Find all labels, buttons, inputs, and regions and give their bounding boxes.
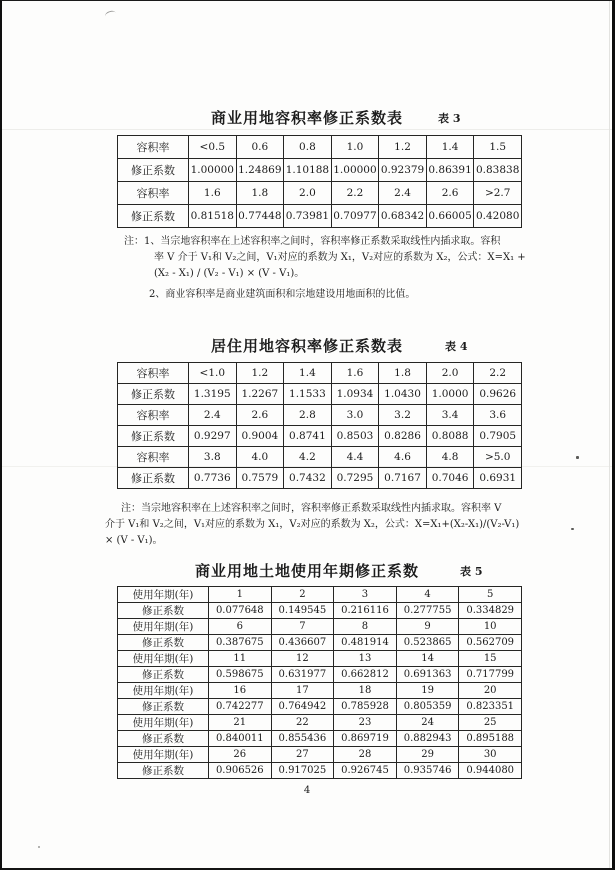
value-cell: 0.785928	[334, 699, 397, 715]
value-cell: 0.92379	[379, 159, 427, 182]
value-cell: 0.7295	[331, 468, 379, 489]
row-header-cell: 修正系数	[118, 699, 209, 715]
table-row	[118, 715, 522, 731]
value-cell: 22	[271, 715, 334, 731]
value-cell: 19	[396, 683, 459, 699]
value-cell: 25	[459, 715, 522, 731]
value-cell: 12	[271, 651, 334, 667]
row-header-cell: 修正系数	[118, 426, 189, 447]
table-row	[118, 635, 522, 651]
value-cell: 3	[334, 587, 397, 603]
value-cell: 21	[209, 715, 272, 731]
scan-speck	[576, 456, 579, 459]
table-row	[118, 603, 522, 619]
value-cell: 0.73981	[284, 205, 332, 228]
value-cell: 1.00000	[189, 159, 237, 182]
value-cell: 0.83838	[474, 159, 522, 182]
value-cell: <0.5	[189, 136, 237, 159]
value-cell: 2.6	[426, 182, 474, 205]
table3-title: 商业用地容积率修正系数表	[210, 109, 403, 127]
value-cell: 6	[209, 619, 272, 635]
value-cell: 0.9626	[474, 384, 522, 405]
value-cell: 2.2	[331, 182, 379, 205]
row-header-cell: 修正系数	[118, 667, 209, 683]
value-cell: 0.8	[284, 136, 332, 159]
value-cell: 0.562709	[459, 635, 522, 651]
value-cell: 1.0	[331, 136, 379, 159]
row-header-cell: 使用年期(年)	[118, 587, 209, 603]
value-cell: 28	[334, 747, 397, 763]
value-cell: 5	[459, 587, 522, 603]
value-cell: 3.2	[379, 405, 427, 426]
value-cell: 0.42080	[474, 205, 522, 228]
value-cell: 15	[459, 651, 522, 667]
value-cell: 3.6	[474, 405, 522, 426]
table-row	[118, 763, 522, 779]
value-cell: 1	[209, 587, 272, 603]
scan-edge-line	[609, 1, 610, 868]
value-cell: 0.7736	[189, 468, 237, 489]
value-cell: 1.4	[284, 363, 332, 384]
value-cell: 0.481914	[334, 635, 397, 651]
value-cell: 2.8	[284, 405, 332, 426]
value-cell: 0.935746	[396, 763, 459, 779]
table-row	[118, 384, 522, 405]
value-cell: 0.917025	[271, 763, 334, 779]
value-cell: 0.77448	[236, 205, 284, 228]
value-cell: 2.4	[379, 182, 427, 205]
value-cell: 3.0	[331, 405, 379, 426]
value-cell: >2.7	[474, 182, 522, 205]
value-cell: 1.3195	[189, 384, 237, 405]
value-cell: 4.6	[379, 447, 427, 468]
pen-mark	[104, 9, 117, 19]
value-cell: 30	[459, 747, 522, 763]
table4-notes	[105, 501, 545, 549]
value-cell: 0.7046	[426, 468, 474, 489]
value-cell: 10	[459, 619, 522, 635]
table-row	[118, 363, 522, 384]
value-cell: 1.5	[474, 136, 522, 159]
value-cell: 1.00000	[331, 159, 379, 182]
table-row	[118, 587, 522, 603]
note-line: 2、商业容积率是商业建筑面积和宗地建设用地面积的比值。	[149, 289, 416, 300]
value-cell: 0.8741	[284, 426, 332, 447]
note-line: 率 V 介于 V₁和 V₂之间，V₁对应的系数为 X₁，V₂对应的系数为 X₂，公式：X=X₁ +	[154, 252, 526, 263]
value-cell: 0.906526	[209, 763, 272, 779]
value-cell: 4.0	[236, 447, 284, 468]
value-cell: 0.9004	[236, 426, 284, 447]
value-cell: 0.7579	[236, 468, 284, 489]
value-cell: 1.0934	[331, 384, 379, 405]
table-row	[118, 731, 522, 747]
value-cell: 0.764942	[271, 699, 334, 715]
table-row	[118, 699, 522, 715]
value-cell: 3.4	[426, 405, 474, 426]
row-header-cell: 容积率	[118, 182, 189, 205]
value-cell: 26	[209, 747, 272, 763]
value-cell: 0.8286	[379, 426, 427, 447]
table4-title: 居住用地容积率修正系数表	[210, 337, 403, 355]
row-header-cell: 修正系数	[118, 635, 209, 651]
value-cell: 0.9297	[189, 426, 237, 447]
value-cell: 0.869719	[334, 731, 397, 747]
value-cell: 2.6	[236, 405, 284, 426]
value-cell: 0.523865	[396, 635, 459, 651]
note-line: 注：当宗地容积率在上述容积率之间时，容积率修正系数采取线性内插求取。容积率 V	[121, 503, 502, 514]
value-cell: 18	[334, 683, 397, 699]
value-cell: 13	[334, 651, 397, 667]
value-cell: 4.4	[331, 447, 379, 468]
row-header-cell: 容积率	[118, 136, 189, 159]
value-cell: 3.8	[189, 447, 237, 468]
value-cell: 0.8088	[426, 426, 474, 447]
value-cell: 0.149545	[271, 603, 334, 619]
value-cell: 20	[459, 683, 522, 699]
table5-title: 商业用地土地使用年期修正系数	[194, 562, 419, 580]
table3-notes	[117, 234, 537, 303]
value-cell: <1.0	[189, 363, 237, 384]
table-row	[118, 619, 522, 635]
table-row	[118, 426, 522, 447]
value-cell: 29	[396, 747, 459, 763]
residential-plot-ratio-table	[117, 362, 522, 489]
row-header-cell: 使用年期(年)	[118, 715, 209, 731]
value-cell: 1.0430	[379, 384, 427, 405]
row-header-cell: 修正系数	[118, 159, 189, 182]
value-cell: 0.717799	[459, 667, 522, 683]
value-cell: 24	[396, 715, 459, 731]
value-cell: 4.2	[284, 447, 332, 468]
value-cell: 1.24869	[236, 159, 284, 182]
value-cell: 0.742277	[209, 699, 272, 715]
row-header-cell: 修正系数	[118, 205, 189, 228]
value-cell: 0.926745	[334, 763, 397, 779]
value-cell: 0.216116	[334, 603, 397, 619]
value-cell: 4	[396, 587, 459, 603]
value-cell: 0.598675	[209, 667, 272, 683]
value-cell: 0.882943	[396, 731, 459, 747]
table-row	[118, 405, 522, 426]
value-cell: 2.0	[426, 363, 474, 384]
value-cell: 0.81518	[189, 205, 237, 228]
page-number: 4	[303, 785, 311, 796]
commercial-use-term-table	[117, 586, 522, 779]
value-cell: 2	[271, 587, 334, 603]
value-cell: 1.10188	[284, 159, 332, 182]
value-cell: 0.66005	[426, 205, 474, 228]
table-row	[118, 651, 522, 667]
value-cell: 1.0000	[426, 384, 474, 405]
value-cell: 1.4	[426, 136, 474, 159]
row-header-cell: 修正系数	[118, 763, 209, 779]
value-cell: 0.7905	[474, 426, 522, 447]
row-header-cell: 使用年期(年)	[118, 619, 209, 635]
table-row	[118, 667, 522, 683]
row-header-cell: 修正系数	[118, 731, 209, 747]
value-cell: 1.6	[189, 182, 237, 205]
table5-tag: 表 5	[460, 565, 483, 578]
value-cell: 0.631977	[271, 667, 334, 683]
table-row	[118, 747, 522, 763]
value-cell: 1.2267	[236, 384, 284, 405]
value-cell: 0.436607	[271, 635, 334, 651]
value-cell: 0.334829	[459, 603, 522, 619]
row-header-cell: 容积率	[118, 447, 189, 468]
table-row	[118, 683, 522, 699]
row-header-cell: 容积率	[118, 405, 189, 426]
commercial-plot-ratio-table	[117, 135, 522, 228]
row-header-cell: 使用年期(年)	[118, 651, 209, 667]
value-cell: 0.823351	[459, 699, 522, 715]
table-row	[118, 468, 522, 489]
value-cell: 0.855436	[271, 731, 334, 747]
table-row	[118, 136, 522, 159]
value-cell: 14	[396, 651, 459, 667]
value-cell: 1.8	[379, 363, 427, 384]
value-cell: 1.8	[236, 182, 284, 205]
row-header-cell: 修正系数	[118, 603, 209, 619]
scan-speck	[571, 528, 574, 530]
value-cell: 0.7167	[379, 468, 427, 489]
value-cell: 1.2	[236, 363, 284, 384]
value-cell: 0.662812	[334, 667, 397, 683]
value-cell: 0.6	[236, 136, 284, 159]
value-cell: 8	[334, 619, 397, 635]
row-header-cell: 使用年期(年)	[118, 683, 209, 699]
value-cell: 17	[271, 683, 334, 699]
value-cell: 1.6	[331, 363, 379, 384]
value-cell: 0.8503	[331, 426, 379, 447]
value-cell: 2.4	[189, 405, 237, 426]
note-line: 介于 V₁和 V₂之间，V₁对应的系数为 X₁，V₂对应的系数为 X₂，公式：X=X₁+(X₂-X₁)/(V₂-V₁)	[105, 519, 520, 530]
value-cell: 0.944080	[459, 763, 522, 779]
scan-speck	[38, 846, 40, 848]
row-header-cell: 修正系数	[118, 384, 189, 405]
table4-tag: 表 4	[445, 340, 468, 353]
value-cell: 1.1533	[284, 384, 332, 405]
table-row	[118, 182, 522, 205]
value-cell: 16	[209, 683, 272, 699]
value-cell: 7	[271, 619, 334, 635]
row-header-cell: 使用年期(年)	[118, 747, 209, 763]
table-row	[118, 447, 522, 468]
value-cell: 1.2	[379, 136, 427, 159]
value-cell: 0.68342	[379, 205, 427, 228]
note-line: (X₂ - X₁) / (V₂ - V₁) × (V - V₁)。	[154, 268, 305, 279]
value-cell: 0.805359	[396, 699, 459, 715]
value-cell: 0.86391	[426, 159, 474, 182]
value-cell: 0.387675	[209, 635, 272, 651]
value-cell: 23	[334, 715, 397, 731]
value-cell: >5.0	[474, 447, 522, 468]
table-row	[118, 205, 522, 228]
table3-tag: 表 3	[438, 112, 461, 125]
table-row	[118, 159, 522, 182]
value-cell: 27	[271, 747, 334, 763]
value-cell: 2.0	[284, 182, 332, 205]
value-cell: 9	[396, 619, 459, 635]
note-line: 注：1、当宗地容积率在上述容积率之间时，容积率修正系数采取线性内插求取。容积	[124, 236, 501, 247]
value-cell: 11	[209, 651, 272, 667]
value-cell: 0.7432	[284, 468, 332, 489]
value-cell: 0.277755	[396, 603, 459, 619]
value-cell: 0.6931	[474, 468, 522, 489]
value-cell: 0.077648	[209, 603, 272, 619]
scan-fold-line	[2, 129, 612, 130]
value-cell: 0.691363	[396, 667, 459, 683]
row-header-cell: 容积率	[118, 363, 189, 384]
value-cell: 0.895188	[459, 731, 522, 747]
value-cell: 0.840011	[209, 731, 272, 747]
row-header-cell: 修正系数	[118, 468, 189, 489]
value-cell: 0.70977	[331, 205, 379, 228]
note-line: × (V - V₁)。	[105, 535, 163, 546]
value-cell: 2.2	[474, 363, 522, 384]
value-cell: 4.8	[426, 447, 474, 468]
